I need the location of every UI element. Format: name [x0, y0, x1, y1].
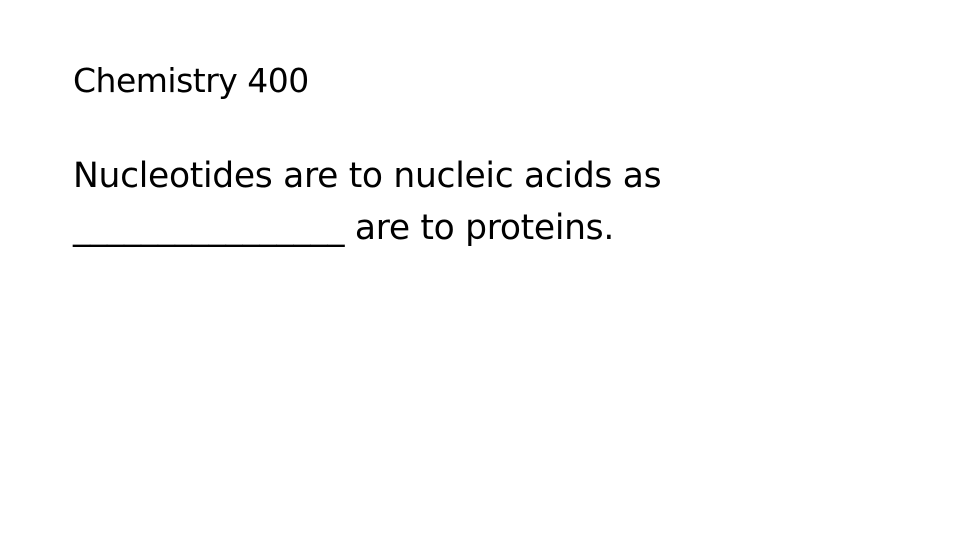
question-line-2: ________________ are to proteins. — [73, 208, 615, 248]
question-text — [73, 150, 933, 254]
slide-title: Chemistry 400 — [73, 61, 309, 100]
question-line-1: Nucleotides are to nucleic acids as — [73, 156, 662, 196]
